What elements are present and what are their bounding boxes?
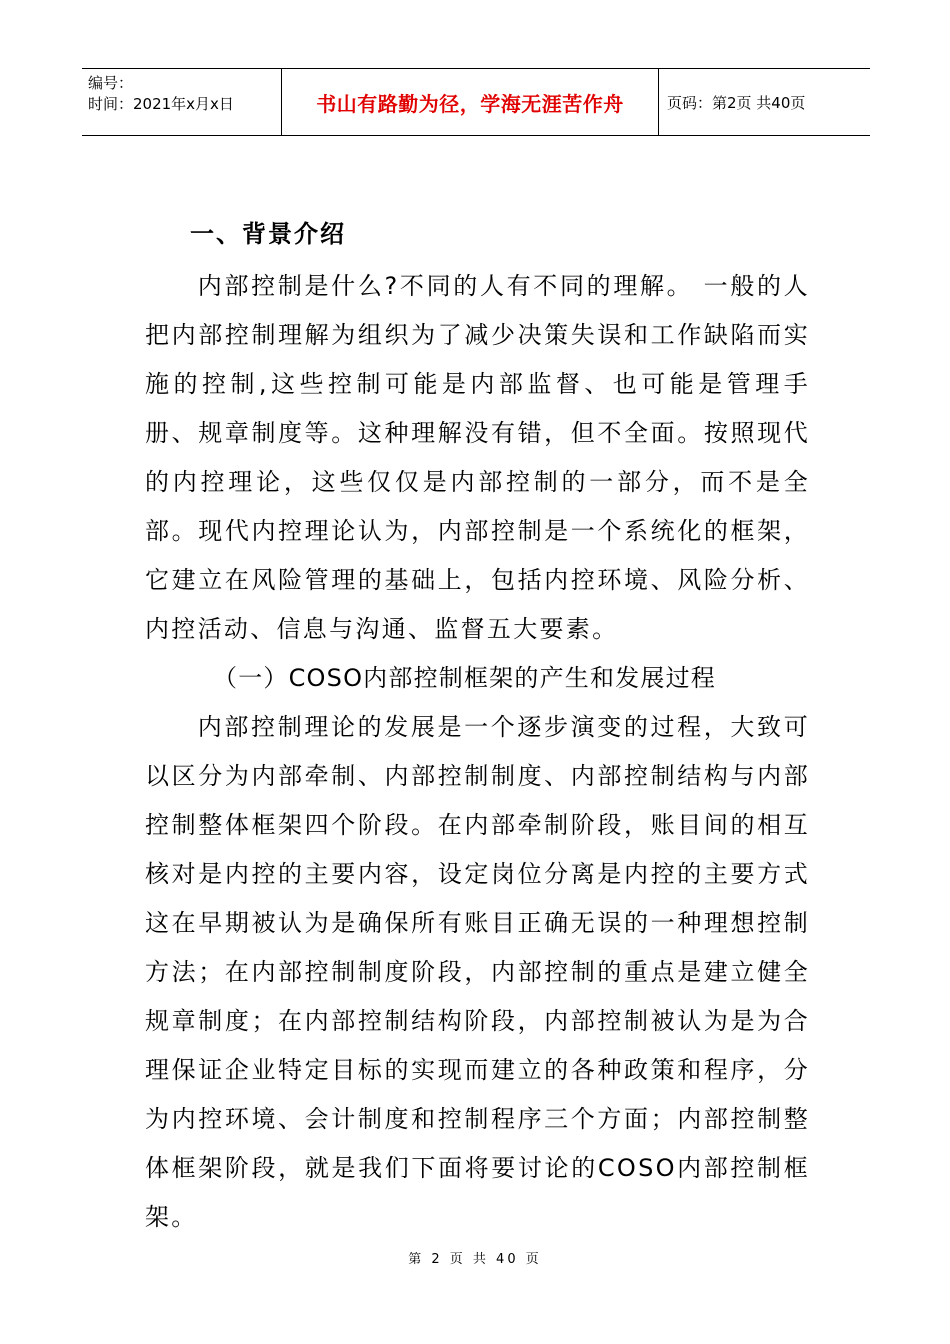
page-footer: 第 2 页 共 40 页 — [408, 1252, 542, 1267]
page-header — [82, 68, 870, 136]
time-label: 时间：2021年x月x日 — [88, 95, 234, 113]
section-title: 一、背景介绍 — [190, 220, 346, 248]
header-page-info: 页码：第2页 共40页 — [667, 93, 806, 112]
number-label: 编号： — [88, 74, 134, 92]
header-left-cell — [82, 69, 282, 135]
document-body — [145, 262, 810, 1242]
subheading-coso: （一）COSO内部控制框架的产生和发展过程 — [213, 664, 716, 692]
paragraph-development: 内部控制理论的发展是一个逐步演变的过程，大致可以区分为内部牵制、内部控制制度、内部控制结构与内部控制整体框架四个阶段。在内部牵制阶段，账目间的相互核对是内控的主要内容，设定岗位分离是内控的主要方式这在早期被认为是确保所有账目正确无误的一种理想控制方法；在内部控制制度阶段，内部控制的重点是建立健全规章制度；在内部控制结构阶段，内部控制被认为是为合理保证企业特定目标的实现而建立的各种政策和程序，分为内控环境、会计制度和控制程序三个方面；内部控制整体框架阶段，就是我们下面将要讨论的COSO内部控制框架。 — [145, 713, 810, 1231]
header-motto: 书山有路勤为径，学海无涯苦作舟 — [282, 69, 659, 135]
paragraph-intro: 内部控制是什么?不同的人有不同的理解。 一般的人把内部控制理解为组织为了减少决策失误和工作缺陷而实施的控制,这些控制可能是内部监督、也可能是管理手册、规章制度等。这种理解没有错，但不全面。按照现代的内控理论，这些仅仅是内部控制的一部分，而不是全部。现代内控理论认为，内部控制是一个系统化的框架，它建立在风险管理的基础上，包括内控环境、风险分析、内控活动、信息与沟通、监督五大要素。 — [145, 272, 810, 643]
